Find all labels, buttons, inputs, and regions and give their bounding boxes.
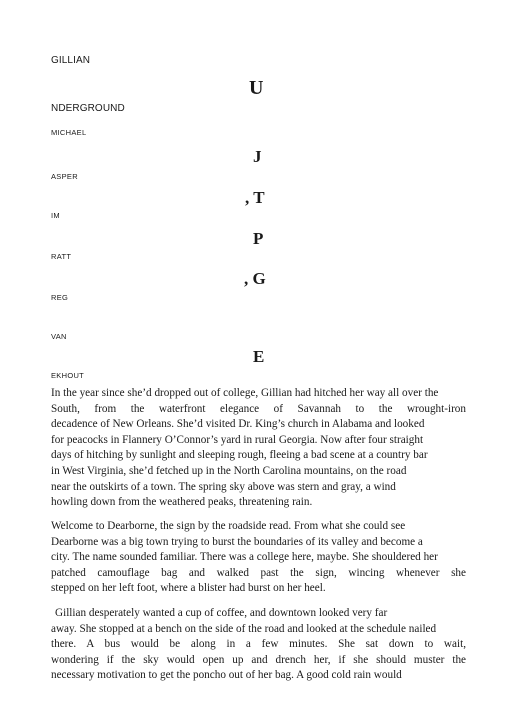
text-line: patched camouflage bag and walked past the sign, wincing whenever she: [51, 566, 466, 579]
text-line: decadence of New Orleans. She’d visited Dr. King’s church in Alabama and looked: [51, 418, 425, 431]
author-initial-g: , G: [244, 269, 266, 288]
text-line: Welcome to Dearborne, the sign by the roadside read. From what she could see: [51, 520, 406, 532]
text-line: stepped on her left foot, where a blister had burst on her heel.: [51, 582, 326, 595]
author-initial-t: , T: [245, 188, 265, 207]
paragraph-3: [51, 606, 466, 684]
text-line: South, from the waterfront elegance of Savannah to the wrought-iron: [51, 402, 466, 415]
text-line: wondering if the sky would open up and drench her, if she should muster the: [51, 653, 466, 666]
text-line: Gillian desperately wanted a cup of coffee, and downtown looked very far: [55, 607, 388, 619]
author-initial-p: P: [253, 229, 264, 248]
author-michael: MICHAEL: [51, 128, 87, 137]
author-reg: REG: [51, 293, 69, 302]
author-asper: ASPER: [51, 172, 78, 181]
title-nderground: NDERGROUND: [51, 103, 125, 114]
author-im: IM: [51, 211, 60, 220]
text-line: for peacocks in Flannery O’Connor’s yard in rural Georgia. Now after four straight: [51, 433, 424, 446]
author-initial-e: E: [253, 347, 265, 366]
text-line: away. She stopped at a bench on the side of the road and looked at the schedule nailed: [51, 622, 437, 635]
text-line: city. The name sounded familiar. There was a college here, maybe. She shouldered her: [51, 551, 438, 564]
title-initial-u: U: [249, 77, 264, 99]
paragraph-2: [51, 519, 466, 597]
paragraph-1: [51, 386, 466, 511]
text-line: Dearborne was a big town trying to burst the boundaries of its valley and become a: [51, 535, 423, 548]
text-line: in West Virginia, she’d fetched up in the North Carolina mountains, on the road: [51, 464, 407, 477]
text-line: days of hitching by sunlight and sleeping rough, fleeing a bad scene at a country bar: [51, 449, 428, 462]
text-line: there. A bus would be along in a few minutes. She sat down to wait,: [51, 638, 466, 651]
text-line: necessary motivation to get the poncho out of her bag. A good cold rain would: [51, 669, 402, 682]
text-line: howling down from the weathered peaks, threatening rain.: [51, 496, 313, 509]
text-line: In the year since she’d dropped out of college, Gillian had hitched her way all over the: [51, 387, 439, 399]
author-ratt: RATT: [51, 252, 72, 261]
author-van: VAN: [51, 332, 67, 341]
text-line: near the outskirts of a town. The spring sky above was stern and gray, a wind: [51, 480, 396, 493]
author-initial-j: J: [253, 147, 262, 166]
title-gillian: GILLIAN: [51, 55, 91, 66]
author-ekhout: EKHOUT: [51, 371, 85, 380]
